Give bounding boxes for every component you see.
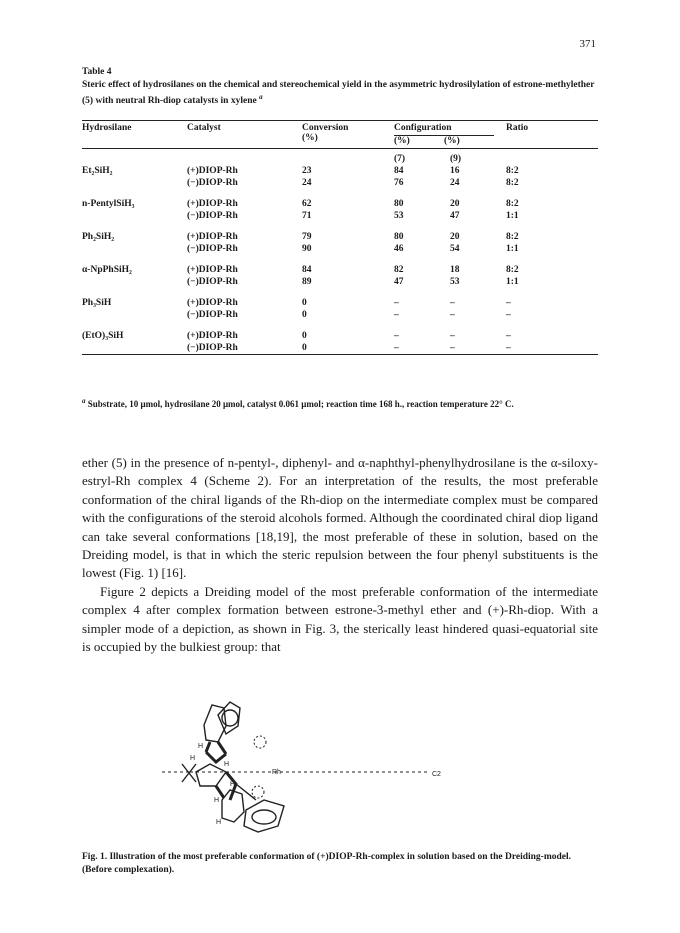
diop-backbone (182, 764, 226, 786)
table-row (82, 309, 598, 321)
footnote-text: Substrate, 10 μmol, hydrosilane 20 μmol, catalyst 0.061 μmol; reaction time 168 h., reaction temperature 22° C. (85, 399, 514, 409)
config-9-cell: 53 (450, 277, 460, 287)
table-note-mark: a (259, 93, 263, 101)
config-7-cell: 53 (394, 211, 404, 221)
figure-label-h1: H (198, 743, 204, 750)
ratio-cell: 1:1 (506, 211, 519, 221)
table-row (82, 264, 598, 276)
ratio-cell: 1:1 (506, 277, 519, 287)
ratio-cell: – (506, 298, 511, 308)
table-description-text: Steric effect of hydrosilanes on the chemical and stereochemical yield in the asymmetric hydrosilylation of estrone-methylether (5) with neutral Rh-diop catalysts in xylene (82, 79, 595, 107)
catalyst-cell: (+)DIOP-Rh (187, 232, 238, 242)
dreiding-model-figure (160, 690, 460, 840)
upper-linkage (206, 742, 226, 762)
config-7-cell: 47 (394, 277, 404, 287)
ratio-cell: – (506, 342, 598, 355)
silane-cell: Et₂SiH₂ (82, 166, 113, 176)
footnote-mark: a (82, 397, 86, 405)
group-spacer (82, 288, 598, 297)
figure-caption: Fig. 1. Illustration of the most preferable conformation of (+)DIOP-Rh-complex in solution based on the Dreiding-model. (Before complexation). (82, 852, 572, 875)
silane-cell (82, 342, 187, 355)
table-row (82, 177, 598, 189)
config-7-cell: – (394, 342, 450, 355)
config-7-cell: 46 (394, 244, 404, 254)
compound-label-row (82, 149, 598, 166)
config-9-cell: – (450, 298, 455, 308)
table-title: Table 4 (82, 67, 112, 77)
conversion-cell: 23 (302, 166, 312, 176)
conversion-cell: 89 (302, 277, 312, 287)
silane-cell: (EtO)₃SiH (82, 331, 124, 341)
ratio-cell: 8:2 (506, 265, 519, 275)
conversion-cell: 71 (302, 211, 312, 221)
header-configuration-label: Configuration (394, 123, 494, 136)
config-7-cell: 84 (394, 166, 404, 176)
ratio-cell: 8:2 (506, 199, 519, 209)
config-9-cell: 47 (450, 211, 460, 221)
silane-cell (82, 177, 187, 189)
header-config-unit-7: (%) (394, 136, 410, 146)
group-spacer (82, 189, 598, 198)
figure-label-h3: H (224, 761, 230, 768)
config-7-cell: – (394, 331, 399, 341)
page-number: 371 (579, 38, 596, 50)
conversion-cell: 90 (302, 244, 312, 254)
catalyst-cell: (+)DIOP-Rh (187, 331, 238, 341)
table-row (82, 243, 598, 255)
catalyst-cell: (−)DIOP-Rh (187, 277, 238, 287)
silane-cell: n-PentylSiH₃ (82, 199, 135, 209)
catalyst-cell: (−)DIOP-Rh (187, 211, 238, 221)
figure-label-h6: H (216, 819, 222, 826)
catalyst-cell: (−)DIOP-Rh (187, 178, 238, 188)
config-7-cell: – (394, 298, 399, 308)
config-9-cell: – (450, 331, 455, 341)
catalyst-cell: (+)DIOP-Rh (187, 265, 238, 275)
figure-label-h4: H (230, 781, 236, 788)
catalyst-cell: (+)DIOP-Rh (187, 199, 238, 209)
header-ratio: Ratio (506, 123, 529, 133)
silane-cell (82, 210, 187, 222)
body-text (82, 454, 598, 656)
table-footnote (82, 395, 598, 410)
config-7-cell: 80 (394, 199, 404, 209)
config-9-cell: 24 (450, 178, 460, 188)
table-row (82, 231, 598, 243)
catalyst-cell: (+)DIOP-Rh (187, 298, 238, 308)
ratio-cell: 8:2 (506, 178, 519, 188)
compound-label-7: (7) (394, 154, 406, 164)
catalyst-cell: (+)DIOP-Rh (187, 166, 238, 176)
config-9-cell: 16 (450, 166, 460, 176)
table-row (82, 276, 598, 288)
silane-cell: Ph₃SiH (82, 298, 112, 308)
conversion-cell: 0 (302, 310, 307, 320)
ratio-cell: 8:2 (506, 166, 519, 176)
conversion-cell: 0 (302, 298, 307, 308)
ratio-cell: 1:1 (506, 244, 519, 254)
silane-cell (82, 276, 187, 288)
config-9-cell: – (450, 310, 455, 320)
header-config-unit-9: (%) (444, 136, 460, 146)
config-9-cell: 20 (450, 232, 460, 242)
dotted-orbital-upper (254, 736, 266, 748)
config-7-cell: 76 (394, 178, 404, 188)
silane-cell (82, 243, 187, 255)
conversion-cell: 24 (302, 178, 312, 188)
table-row (82, 330, 598, 342)
results-table (82, 120, 598, 355)
config-9-cell: – (450, 342, 506, 355)
header-configuration (394, 121, 506, 149)
conversion-cell: 84 (302, 265, 312, 275)
group-spacer (82, 255, 598, 264)
header-hydrosilane: Hydrosilane (82, 123, 132, 133)
silane-cell: Ph₂SiH₂ (82, 232, 115, 242)
ratio-cell: – (506, 310, 511, 320)
conversion-cell: 79 (302, 232, 312, 242)
group-spacer (82, 222, 598, 231)
table-row (82, 210, 598, 222)
table-row (82, 297, 598, 309)
upper-phenyl-ring-inner (222, 710, 238, 726)
config-7-cell: 80 (394, 232, 404, 242)
silane-cell (82, 309, 187, 321)
silane-cell: α-NpPhSiH₂ (82, 265, 132, 275)
ratio-cell: 8:2 (506, 232, 519, 242)
figure-label-h2: H (190, 755, 196, 762)
config-7-cell: – (394, 310, 399, 320)
table-caption (82, 66, 598, 108)
table-description (82, 79, 598, 108)
paragraph-2: Figure 2 depicts a Dreiding model of the most preferable conformation of the intermediate complex 4 after complex formation between estrone-3-methyl ether and (+)-Rh-diop. With a simpler mode of a depiction, as shown in Fig. 3, the sterically least hindered quasi-equatorial site is occupied by the bulkiest group: that (82, 583, 598, 655)
table-row (82, 198, 598, 210)
ratio-cell: – (506, 331, 511, 341)
lower-phenyl-ring-2 (244, 800, 284, 832)
config-7-cell: 82 (394, 265, 404, 275)
figure-label-rh: Rh (272, 769, 281, 776)
header-conversion (302, 121, 394, 149)
compound-label-9: (9) (450, 154, 462, 164)
config-9-cell: 54 (450, 244, 460, 254)
paragraph-1: ether (5) in the presence of n-pentyl-, diphenyl- and α-naphthyl-phenylhydrosilane is the α-siloxy-estryl-Rh complex 4 (Scheme 2). For an interpretation of the results, the most preferable conformation of the chiral ligands of the Rh-diop on the intermediate complex must be compared with the configurations of the steroid alcohols formed. Although the coordinated chiral diop ligand can take several conformations [18,19], the most preferable of these in solution, based on the Dreiding model, is that in which the steric repulsion between the four phenyl substituents is the lowest (Fig. 1) [16]. (82, 455, 598, 581)
catalyst-cell: (−)DIOP-Rh (187, 244, 238, 254)
catalyst-cell: (−)DIOP-Rh (187, 342, 302, 355)
config-9-cell: 18 (450, 265, 460, 275)
figure-label-h5: H (214, 797, 220, 804)
header-conversion-label: Conversion (302, 123, 349, 133)
figure-label-c2: C2 (432, 771, 441, 778)
header-catalyst: Catalyst (187, 123, 221, 133)
table-row (82, 342, 598, 355)
group-spacer (82, 321, 598, 330)
conversion-cell: 62 (302, 199, 312, 209)
dotted-orbital-lower (252, 786, 264, 798)
table-row (82, 165, 598, 177)
phenyl-bond (236, 784, 256, 800)
config-9-cell: 20 (450, 199, 460, 209)
conversion-cell: 0 (302, 342, 394, 355)
conversion-cell: 0 (302, 331, 307, 341)
header-conversion-unit: (%) (302, 133, 318, 143)
catalyst-cell: (−)DIOP-Rh (187, 310, 238, 320)
lower-phenyl-ring-inner (252, 810, 276, 824)
